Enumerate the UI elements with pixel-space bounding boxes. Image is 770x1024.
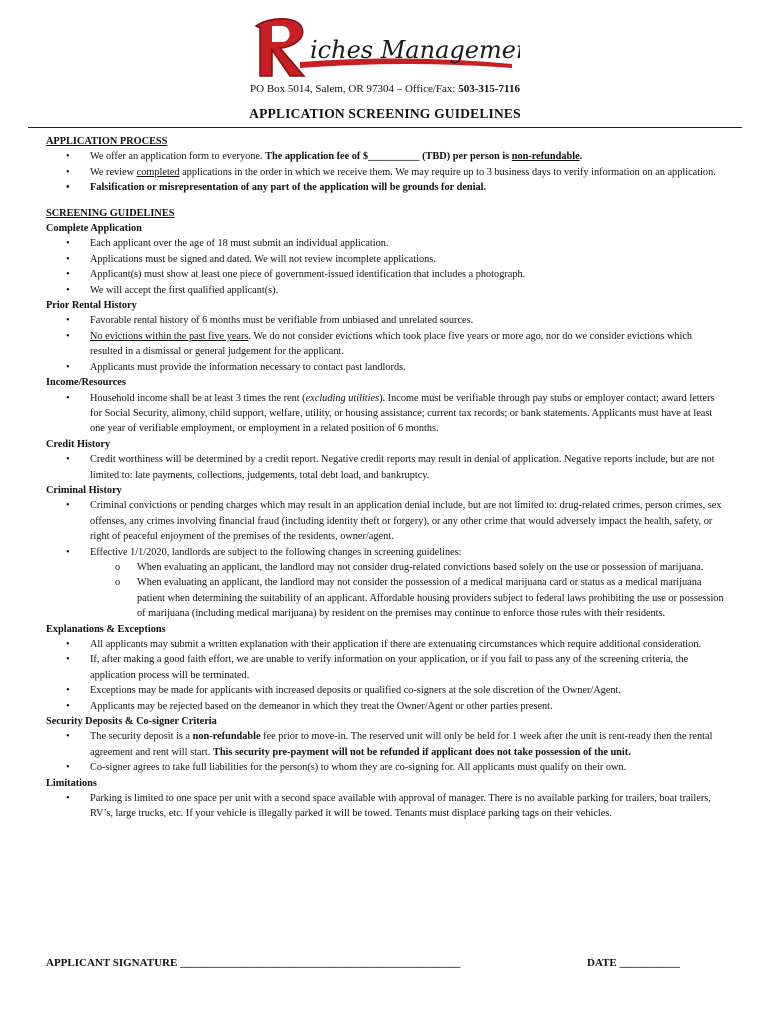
list-item: • The security deposit is a non-refundable fee prior to move-in. The reserved unit will only be held for 1 week after the unit is rent-ready then the rental agreement and rent will start. This security pre-payment will not be refunded if applicant does not take possession of the unit. xyxy=(46,729,726,760)
applicant-signature-field[interactable]: APPLICANT SIGNATURE ___________________________________________________ xyxy=(46,957,461,969)
list-item: • Each applicant over the age of 18 must submit an individual application. xyxy=(46,236,726,251)
credit-history-list xyxy=(46,452,726,483)
rental-history-heading: Prior Rental History xyxy=(46,300,137,312)
list-item: • Co-signer agrees to take full liabilities for the person(s) to whom they are co-signing for. All applicants must qualify on their own. xyxy=(46,760,726,775)
complete-application-list xyxy=(46,236,726,298)
list-item: • All applicants may submit a written explanation with their application if there are extenuating circumstances which require additional consideration. xyxy=(46,637,726,652)
income-heading: Income/Resources xyxy=(46,377,126,389)
sub-list-item: o When evaluating an applicant, the landlord may not consider the possession of a medical marijuana card or status as a medical marijuana patient when determining the suitability of an applicant. Affordable housing providers subject to federal laws prohibiting the use or possession of marijuana (including medical marijuana) by resident on the premises may continue to enforce those rules with their residents. xyxy=(46,575,726,621)
logo-graphic xyxy=(250,14,520,82)
document-body xyxy=(46,134,726,822)
list-item: • Exceptions may be made for applicants with increased deposits or qualified co-signers at the sole discretion of the Owner/Agent. xyxy=(46,683,726,698)
explanations-heading: Explanations & Exceptions xyxy=(46,623,166,635)
list-item: • Credit worthiness will be determined by a credit report. Negative credit reports may result in denial of application. Negative reports include, but are not limited to: late payments, collections, judgements, total debt load, and bankruptcy. xyxy=(46,452,726,483)
list-item: • Criminal convictions or pending charges which may result in an application denial include, but are not limited to: drug-related crimes, person crimes, sex offenses, any crimes involving financial fraud (including identity theft or forgery), or any other crime that would adversely impact the health, safety, or right of peaceful enjoyment of the premises of the residents, owner/agent. xyxy=(46,498,726,544)
svg-text:iches Management: iches Management xyxy=(310,36,520,64)
list-item: • We offer an application form to everyone. The application fee of $__________ (TBD) per person is non-refundable. xyxy=(46,149,726,164)
sub-list-item: o When evaluating an applicant, the landlord may not consider drug-related convictions based solely on the use or possession of marijuana. xyxy=(46,560,726,575)
company-address xyxy=(0,82,770,97)
list-item: • No evictions within the past five years. We do not consider evictions which took place five years or more ago, nor do we consider evictions which resulted in a dismissal or general judgement for the applicant. xyxy=(46,329,726,360)
list-item: • We will accept the first qualified applicant(s). xyxy=(46,283,726,298)
complete-application-heading: Complete Application xyxy=(46,223,142,235)
income-list xyxy=(46,391,726,437)
rental-history-list xyxy=(46,313,726,375)
limitations-list xyxy=(46,791,726,822)
list-item: • Effective 1/1/2020, landlords are subject to the following changes in screening guidelines: o When evaluating an applicant, the landlord may not consider drug-related convictions based solely on the use or possession of marijuana. o When evaluating an applicant, the landlord may not consider the possession of a medical marijuana card or status as a medical marijuana patient when determining the suitability of an applicant. Affordable housing providers subject to federal laws prohibiting the use or possession of marijuana (including medical marijuana) by resident on the premises may continue to enforce those rules with their residents. xyxy=(46,545,726,622)
criminal-sublist xyxy=(46,560,726,622)
list-item: • Household income shall be at least 3 times the rent (excluding utilities). Income must be verifiable through pay stubs or employer contact; award letters for Social Security, alimony, child support, welfare, utility, or housing assistance; current tax records; or bank statements. Applicants must have at least one year of verifiable employment, or employment in a related position of 6 months. xyxy=(46,391,726,437)
list-item: • Applicants may be rejected based on the demeanor in which they treat the Owner/Agent or other parties present. xyxy=(46,699,726,714)
list-item: • We review completed applications in the order in which we receive them. We may require up to 3 business days to verify information on an application. xyxy=(46,165,726,180)
application-process-list xyxy=(46,149,726,195)
screening-guidelines-heading: SCREENING GUIDELINES xyxy=(46,207,175,219)
list-item: • Falsification or misrepresentation of any part of the application will be grounds for denial. xyxy=(46,180,726,195)
criminal-history-heading: Criminal History xyxy=(46,484,122,496)
limitations-heading: Limitations xyxy=(46,777,97,789)
company-logo xyxy=(250,14,520,82)
explanations-list xyxy=(46,637,726,714)
list-item: • Applicant(s) must show at least one piece of government-issued identification that includes a photograph. xyxy=(46,267,726,282)
date-field[interactable]: DATE ___________ xyxy=(587,957,680,969)
list-item: • Applicants must provide the information necessary to contact past landlords. xyxy=(46,360,726,375)
list-item: • Parking is limited to one space per unit with a second space available with approval of manager. There is no available parking for trailers, boat trailers, RV’s, large trucks, etc. If your vehicle is illegally parked it will be towed. Tenants must displace parking tags on their vehicles. xyxy=(46,791,726,822)
deposits-heading: Security Deposits & Co-signer Criteria xyxy=(46,716,217,728)
criminal-history-list xyxy=(46,498,726,621)
signature-line xyxy=(46,956,726,971)
deposits-list xyxy=(46,729,726,775)
list-item: • If, after making a good faith effort, we are unable to verify information on your application, or if you fail to pass any of the screening criteria, the application process will be terminated. xyxy=(46,652,726,683)
address-text: PO Box 5014, Salem, OR 97304 – Office/Fax: xyxy=(250,83,459,95)
title-divider xyxy=(28,127,742,128)
list-item: • Favorable rental history of 6 months must be verifiable from unbiased and unrelated sources. xyxy=(46,313,726,328)
page-title: APPLICATION SCREENING GUIDELINES xyxy=(249,106,521,121)
application-process-heading: APPLICATION PROCESS xyxy=(46,136,168,147)
list-item: • Applications must be signed and dated. We will not review incomplete applications. xyxy=(46,252,726,267)
phone-number: 503-315-7116 xyxy=(458,83,520,95)
credit-history-heading: Credit History xyxy=(46,438,111,450)
